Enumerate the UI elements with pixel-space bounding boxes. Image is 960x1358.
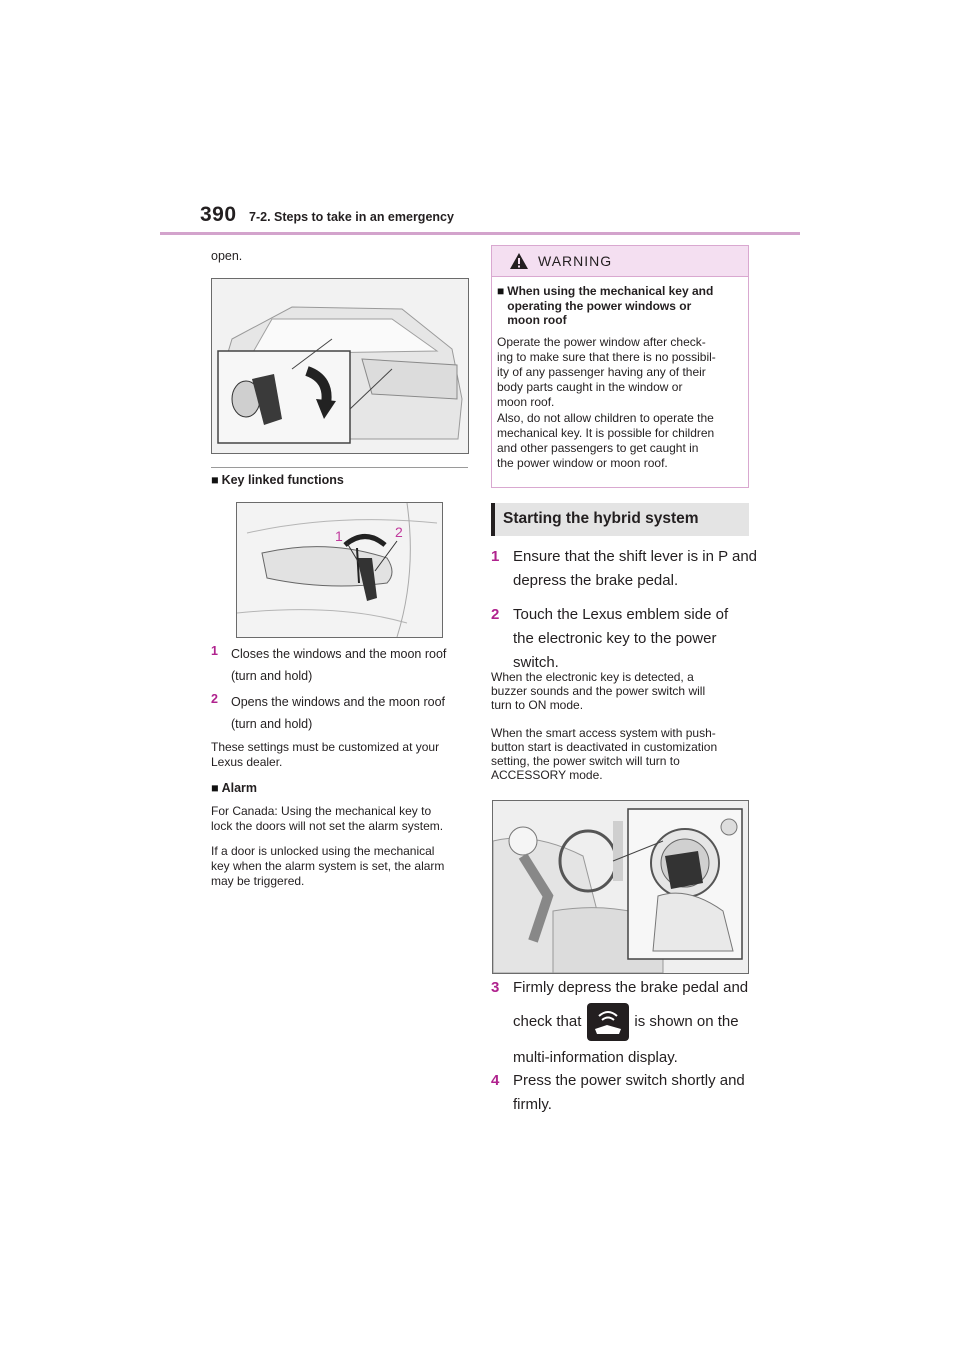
alarm-paragraph-2: If a door is unlocked using the mechanical key when the alarm system is set, the alarm may be triggered.: [211, 844, 445, 888]
starting-heading-bar: [491, 503, 749, 536]
list-item: 1 Closes the windows and the moon roof (turn and hold): [211, 644, 447, 683]
fig-label-1: 1: [335, 528, 343, 544]
section-divider: [211, 467, 468, 468]
steps-1-2: [491, 545, 761, 675]
page-number: 390: [200, 203, 237, 226]
alarm-heading: ■ Alarm: [211, 781, 257, 795]
warning-text: Operate the power window after check- ing to make sure that there is no possibil- ity of any passenger having any of their body parts caught in the window or moon roof. Also, do not allow children to operate the mechanical key. It is possible for children and other passengers to get caught in the power window or moon roof.: [497, 334, 716, 471]
figure-door-handle-key: [236, 502, 443, 638]
figure-power-switch: [492, 800, 749, 974]
step-item: 4 Press the power switch shortly and firmly.: [491, 1072, 745, 1113]
figure-mechanical-key-door: [211, 278, 469, 454]
step-item: 1 Ensure that the shift lever is in P and depress the brake pedal.: [491, 548, 758, 589]
alarm-paragraph-1: For Canada: Using the mechanical key to lock the doors will not set the alarm system.: [211, 804, 444, 833]
warning-body: [492, 277, 748, 471]
section-title: 7-2. Steps to take in an emergency: [249, 210, 454, 224]
starting-heading: Starting the hybrid system: [503, 510, 699, 527]
step-4: [491, 1069, 761, 1117]
warning-header: [492, 246, 748, 277]
warning-subhead: ■ When using the mechanical key and operating the power windows or moon roof: [497, 284, 714, 327]
key-indicator-icon: [587, 1003, 629, 1041]
step-item: 2 Touch the Lexus emblem side of the electronic key to the power switch.: [491, 606, 729, 671]
bullet: ■: [211, 781, 219, 795]
warning-triangle-icon: [509, 252, 529, 270]
key-linked-heading: ■ Key linked functions: [211, 473, 344, 487]
detected-note: When the electronic key is detected, a buzzer sounds and the power switch will turn to ON mode.: [491, 670, 706, 712]
warning-title: WARNING: [538, 253, 613, 269]
header-rule: [160, 232, 800, 235]
warning-box: [491, 245, 749, 488]
list-item: 2 Opens the windows and the moon roof (turn and hold): [211, 692, 446, 731]
intro-text: open.: [211, 249, 243, 263]
fig-label-2: 2: [395, 524, 403, 540]
bullet: ■: [211, 473, 219, 487]
customization-note: These settings must be customized at your Lexus dealer.: [211, 740, 440, 769]
deactivated-note: When the smart access system with push- button start is deactivated in customization setting, the power switch will turn to ACCESSORY mode.: [491, 726, 718, 782]
step-3: [491, 976, 761, 1072]
step-item: 3 Firmly depress the brake pedal and check that is shown on the multi-information display.: [491, 979, 749, 1066]
key-linked-list: [211, 643, 471, 735]
